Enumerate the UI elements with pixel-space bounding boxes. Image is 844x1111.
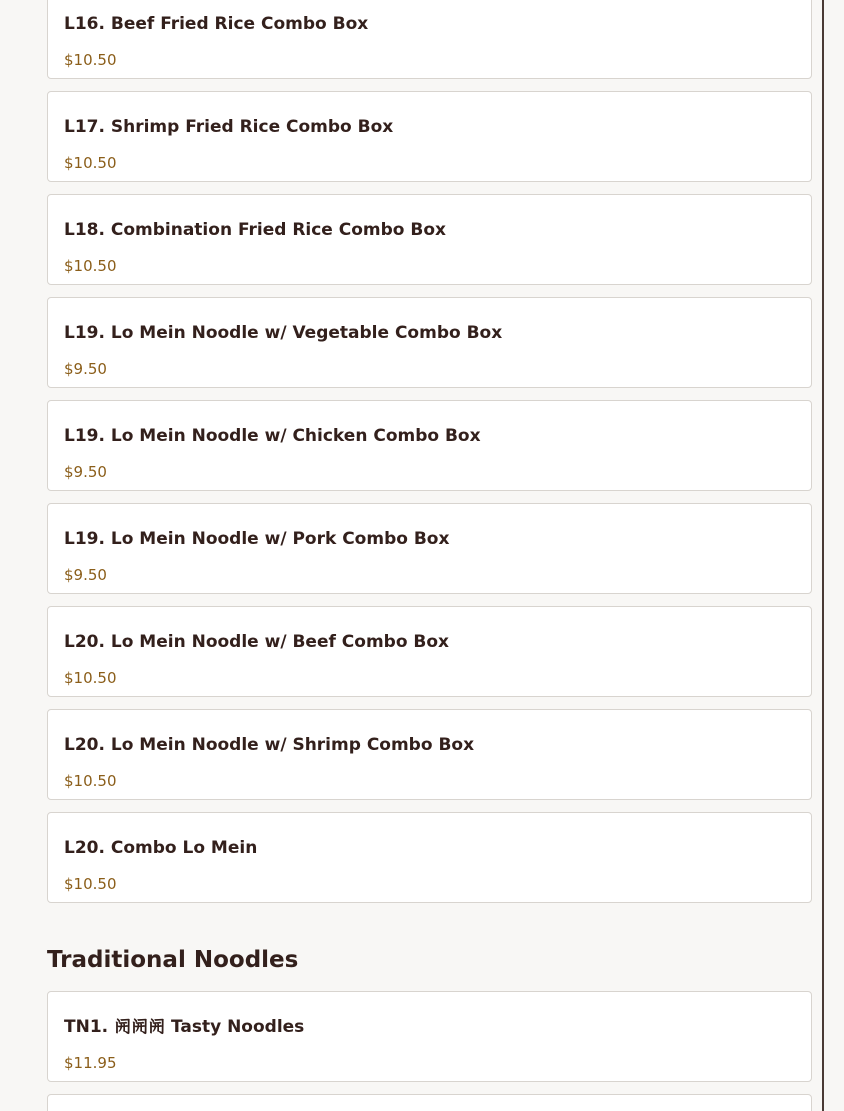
item-price: $9.50 [64,360,107,378]
item-price: $9.50 [64,566,107,584]
menu-item-l19-pork[interactable] [47,503,812,594]
menu-item-l19-vegetable[interactable] [47,297,812,388]
item-price: $10.50 [64,875,117,893]
item-price: $10.50 [64,772,117,790]
item-price: $10.50 [64,257,117,275]
menu-item-l16[interactable] [47,0,812,79]
page-divider [822,0,824,1111]
item-price: $9.50 [64,463,107,481]
item-price: $10.50 [64,669,117,687]
menu-item-l18[interactable] [47,194,812,285]
item-price: $10.50 [64,154,117,172]
menu-item-l19-chicken[interactable] [47,400,812,491]
item-name: TN1. 𫔭𫔭𫔭 Tasty Noodles [64,1017,305,1037]
item-name: L20. Lo Mein Noodle w/ Shrimp Combo Box [64,735,475,755]
item-name: L16. Beef Fried Rice Combo Box [64,14,369,34]
item-price: $10.50 [64,51,117,69]
menu-item-l20-shrimp[interactable] [47,709,812,800]
item-name: L20. Combo Lo Mein [64,838,258,858]
item-name: L19. Lo Mein Noodle w/ Vegetable Combo Box [64,323,503,343]
menu-item-l20-combo-lo-mein[interactable] [47,812,812,903]
item-name: L20. Lo Mein Noodle w/ Beef Combo Box [64,632,450,652]
item-name: L19. Lo Mein Noodle w/ Chicken Combo Box [64,426,481,446]
item-name: L18. Combination Fried Rice Combo Box [64,220,446,240]
menu-list [47,0,812,1111]
section-heading-traditional-noodles: Traditional Noodles [47,947,299,973]
menu-item-tn1[interactable] [47,991,812,1082]
item-name: L17. Shrimp Fried Rice Combo Box [64,117,394,137]
item-price: $11.95 [64,1054,117,1072]
item-name: L19. Lo Mein Noodle w/ Pork Combo Box [64,529,450,549]
menu-item-l20-beef[interactable] [47,606,812,697]
menu-item-l17[interactable] [47,91,812,182]
menu-item-next[interactable] [47,1094,812,1111]
